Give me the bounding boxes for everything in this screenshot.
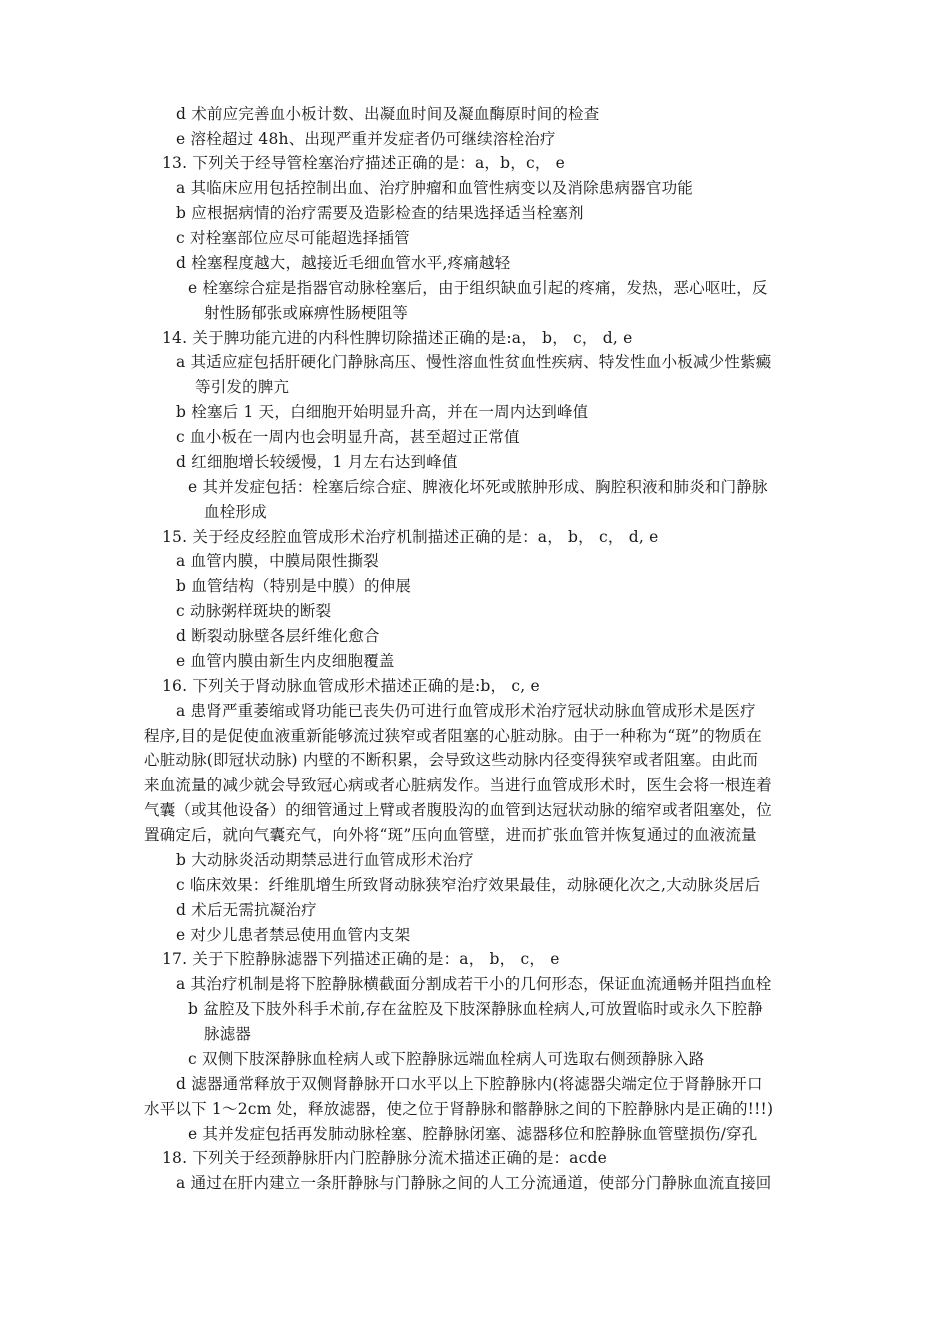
text-line: d 断裂动脉壁各层纤维化愈合 bbox=[176, 627, 380, 645]
question-17-line: 17. 关于下腔静脉滤器下列描述正确的是：a， b， c， e bbox=[162, 950, 560, 968]
text-line: a 患肾严重萎缩或肾功能已丧失仍可进行血管成形术治疗冠状动脉血管成形术是医疗 bbox=[176, 702, 756, 720]
text-line: c 血小板在一周内也会明显升高，甚至超过正常值 bbox=[176, 428, 520, 446]
text-line: a 血管内膜，中膜局限性撕裂 bbox=[176, 552, 379, 570]
text-line: e 血管内膜由新生内皮细胞覆盖 bbox=[176, 652, 395, 670]
question-13-line: 13. 下列关于经导管栓塞治疗描述正确的是：a，b，c， e bbox=[162, 154, 566, 172]
text-line: b 应根据病情的治疗需要及造影检查的结果选择适当栓塞剂 bbox=[176, 204, 584, 222]
text-line: 心脏动脉(即冠状动脉) 内壁的不断积累，会导致这些动脉内径变得狭窄或者阻塞。由此而 bbox=[144, 751, 759, 769]
text-line: c 对栓塞部位应尽可能超选择插管 bbox=[176, 229, 410, 247]
question-18-line: 18. 下列关于经颈静脉肝内门腔静脉分流术描述正确的是：acde bbox=[162, 1149, 607, 1167]
text-line: a 其临床应用包括控制出血、治疗肿瘤和血管性病变以及消除患病器官功能 bbox=[176, 179, 693, 197]
text-line: e 对少儿患者禁忌使用血管内支架 bbox=[176, 926, 411, 944]
text-line: 血栓形成 bbox=[204, 503, 267, 521]
text-line: c 动脉粥样斑块的断裂 bbox=[176, 602, 332, 620]
text-line: e 溶栓超过 48h、出现严重并发症者仍可继续溶栓治疗 bbox=[176, 130, 556, 148]
text-line: e 其并发症包括：栓塞后综合症、脾液化坏死或脓肿形成、胸腔积液和肺炎和门静脉 bbox=[188, 478, 768, 496]
question-16-line: 16. 下列关于肾动脉血管成形术描述正确的是:b， c, e bbox=[162, 677, 540, 695]
text-line: e 其并发症包括再发肺动脉栓塞、腔静脉闭塞、滤器移位和腔静脉血管壁损伤/穿孔 bbox=[188, 1125, 758, 1143]
text-line: d 栓塞程度越大，越接近毛细血管水平,疼痛越轻 bbox=[176, 254, 511, 272]
question-14-line: 14. 关于脾功能亢进的内科性脾切除描述正确的是:a， b， c， d, e bbox=[162, 329, 633, 347]
text-line: 气囊（或其他设备）的细管通过上臂或者腹股沟的血管到达冠状动脉的缩窄或者阻塞处，位 bbox=[144, 801, 773, 819]
text-line: 等引发的脾亢 bbox=[195, 378, 290, 396]
text-line: 水平以下 1～2cm 处，释放滤器，使之位于肾静脉和髂静脉之间的下腔静脉内是正确的!!!) bbox=[144, 1100, 774, 1118]
text-line: d 红细胞增长较缓慢，1 月左右达到峰值 bbox=[176, 453, 458, 471]
text-line: b 盆腔及下肢外科手术前,存在盆腔及下肢深静脉血栓病人,可放置临时或永久下腔静 bbox=[188, 1000, 764, 1018]
text-line: 程序,目的是促使血液重新能够流过狭窄或者阻塞的心脏动脉。由于一种称为“斑”的物质在 bbox=[144, 727, 762, 745]
text-line: d 滤器通常释放于双侧肾静脉开口水平以上下腔静脉内(将滤器尖端定位于肾静脉开口 bbox=[176, 1075, 763, 1093]
text-line: b 血管结构（特别是中膜）的伸展 bbox=[176, 577, 412, 595]
text-line: 置确定后，就向气囊充气，向外将“斑”压向血管壁，进而扩张血管并恢复通过的血液流量 bbox=[144, 826, 757, 844]
text-line: b 栓塞后 1 天，白细胞开始明显升高，并在一周内达到峰值 bbox=[176, 403, 589, 421]
text-line: d 术前应完善血小板计数、出凝血时间及凝血酶原时间的检查 bbox=[176, 105, 600, 123]
text-line: c 双侧下肢深静脉血栓病人或下腔静脉远端血栓病人可选取右侧颈静脉入路 bbox=[188, 1050, 705, 1068]
text-line: b 大动脉炎活动期禁忌进行血管成形术治疗 bbox=[176, 851, 474, 869]
text-line: d 术后无需抗凝治疗 bbox=[176, 901, 317, 919]
question-15-line: 15. 关于经皮经腔血管成形术治疗机制描述正确的是：a， b， c， d, e bbox=[162, 528, 659, 546]
text-line: 射性肠郁张或麻痹性肠梗阻等 bbox=[204, 304, 409, 322]
text-line: 来血流量的减少就会导致冠心病或者心脏病发作。当进行血管成形术时，医生会将一根连着 bbox=[144, 776, 773, 794]
text-line: a 其治疗机制是将下腔静脉横截面分割成若干小的几何形态，保证血流通畅并阻挡血栓 bbox=[176, 975, 772, 993]
text-line: c 临床效果：纤维肌增生所致肾动脉狭窄治疗效果最佳，动脉硬化次之,大动脉炎居后 bbox=[176, 876, 761, 894]
text-line: 脉滤器 bbox=[204, 1025, 252, 1043]
text-line: a 其适应症包括肝硬化门静脉高压、慢性溶血性贫血性疾病、特发性血小板减少性紫癜 bbox=[176, 353, 772, 371]
text-line: a 通过在肝内建立一条肝静脉与门静脉之间的人工分流通道，使部分门静脉血流直接回 bbox=[176, 1174, 772, 1192]
text-line: e 栓塞综合症是指器官动脉栓塞后，由于组织缺血引起的疼痛，发热，恶心呕吐，反 bbox=[188, 279, 768, 297]
